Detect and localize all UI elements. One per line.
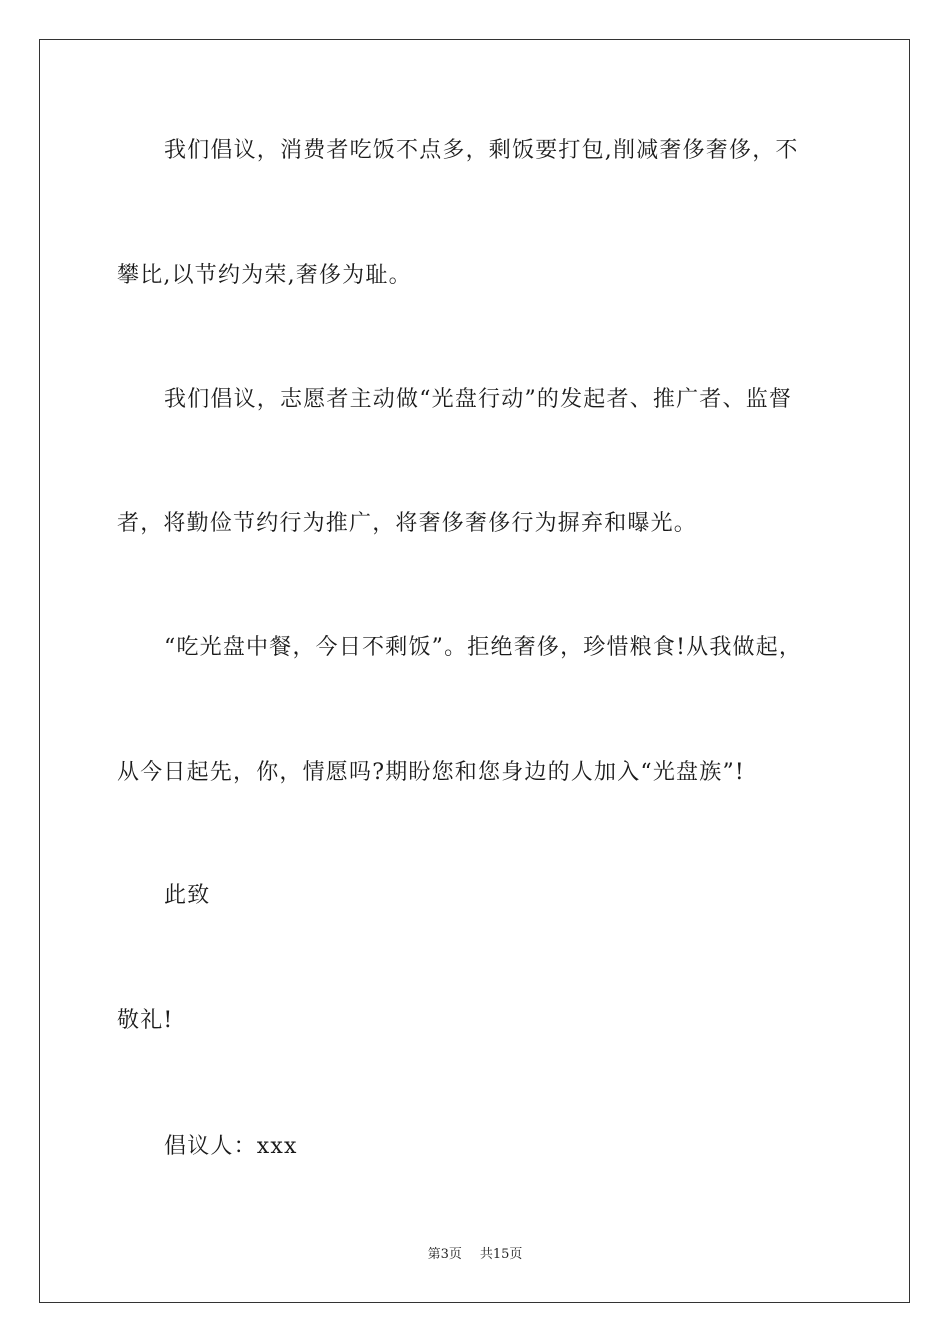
closing-cizhi: 此致: [164, 883, 211, 908]
paragraph-1-line-1: 我们倡议，消费者吃饭不点多，剩饭要打包,削减奢侈奢侈，不: [164, 138, 799, 163]
paragraph-3-line-1: “吃光盘中餐，今日不剩饭”。拒绝奢侈，珍惜粮食!从我做起，: [164, 635, 803, 660]
page-total: 共15页: [479, 1247, 523, 1262]
paragraph-1-line-2: 攀比,以节约为荣,奢侈为耻。: [117, 263, 412, 288]
paragraph-2-line-1: 我们倡议，志愿者主动做“光盘行动”的发起者、推广者、监督: [164, 387, 793, 412]
closing-jingli: 敬礼!: [117, 1008, 174, 1033]
paragraph-3-line-2: 从今日起先，你，情愿吗?期盼您和您身边的人加入“光盘族”!: [117, 760, 745, 785]
page-footer: [0, 1243, 950, 1262]
signature-proposer: 倡议人：xxx: [164, 1134, 298, 1159]
paragraph-2-line-2: 者，将勤俭节约行为推广，将奢侈奢侈行为摒弃和曝光。: [117, 511, 698, 536]
page-number: 第3页: [427, 1247, 462, 1262]
page-frame: [39, 39, 910, 1303]
